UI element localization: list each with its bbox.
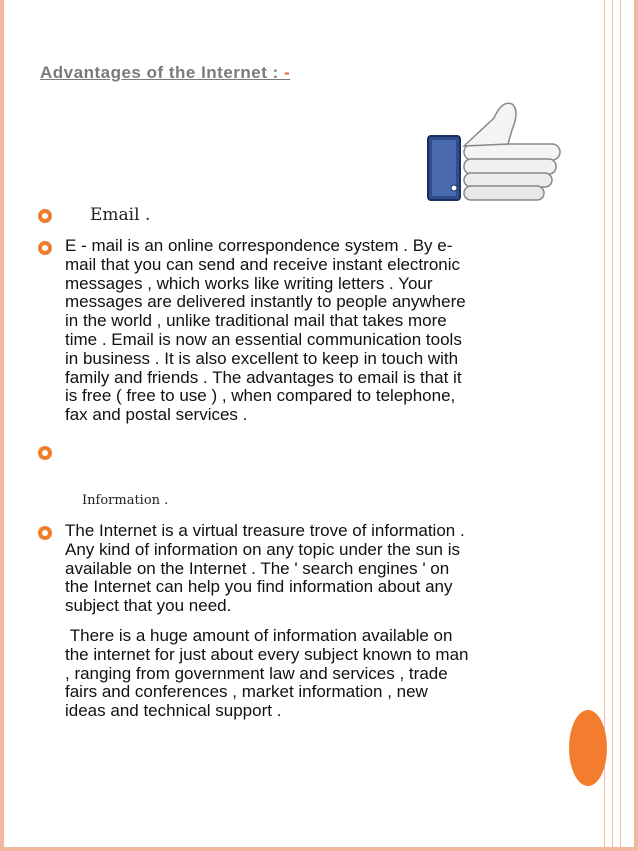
bullet-icon — [38, 526, 52, 540]
email-heading: Email . — [90, 205, 151, 225]
decor-line — [612, 0, 613, 851]
decor-line — [604, 0, 605, 851]
page-title: Advantages of the Internet : - — [40, 63, 291, 82]
bullet-icon — [38, 446, 52, 460]
decor-line — [620, 0, 621, 851]
email-body: E - mail is an online correspondence system . By e- mail that you can send and receive instant electronic messages , which works like writing letters . Your messages are delivered instantly to people anywhere in the world , unlike traditional mail that takes more time . Email is now an essential communication tools in business . It is also excellent to keep in touch with family and friends . The advantages to email is that it is free ( free to use ) , when compared to telephone, fax and postal services . — [65, 236, 466, 425]
like-thumb-icon — [424, 96, 574, 204]
bullet-icon — [38, 241, 52, 255]
decor-orange-shape — [569, 710, 607, 786]
bullet-icon — [38, 209, 52, 223]
information-body: The Internet is a virtual treasure trove of information . Any kind of information on any topic under the sun is available on the Internet . The ' search engines ' on the Internet can help you find information about any subject that you need. — [65, 521, 465, 616]
information-body-continued: There is a huge amount of information available on the internet for just about every subject known to man , ranging from government law and services , trade fairs and conferences , market information , new ideas and technical support . — [65, 626, 469, 721]
information-heading: Information . — [82, 493, 169, 508]
